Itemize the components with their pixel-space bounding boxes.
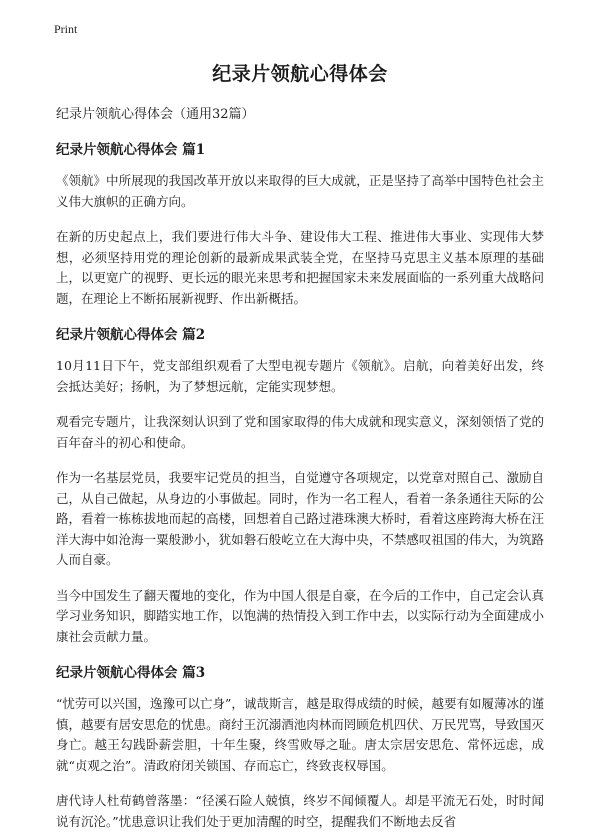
section-3 bbox=[56, 664, 544, 832]
paragraph: 10月11日下午，党支部组织观看了大型电视专题片《领航》。启航，向着美好出发，终会抵达美好；扬帆，为了梦想远航，定能实现梦想。 bbox=[56, 358, 544, 394]
print-link[interactable]: Print bbox=[54, 22, 78, 36]
paragraph: 《领航》中所展现的我国改革开放以来取得的巨大成就，正是坚持了高举中国特色社会主义伟大旗帜的正确方向。 bbox=[56, 173, 544, 209]
paragraph: 作为一名基层党员，我要牢记党员的担当，自觉遵守各项规定，以党章对照自己、激励自己，从自己做起，从身边的小事做起。同时，作为一名工程人，看着一条条通往天际的公路，看着一栋栋拔地而起的高楼，回想着自己路过港珠澳大桥时，看着这座跨海大桥在汪洋大海中如沧海一粟般渺小，犹如磐石般屹立在大海中央，不禁感叹祖国的伟大，为筑路人而自豪。 bbox=[56, 470, 544, 567]
paragraph: “忧劳可以兴国，逸豫可以亡身”，诚哉斯言，越是取得成绩的时候，越要有如履薄冰的谨慎，越要有居安思危的忧患。商纣王沉溺酒池肉林而罔顾危机四伏、万民咒骂，导致国灭身亡。越王勾践卧薪尝胆，十年生聚，终雪败辱之耻。唐太宗居安思危、常怀远虑，成就“贞观之治”。清政府闭关锁国、存而忘亡，终致丧权辱国。 bbox=[56, 696, 544, 773]
section-2 bbox=[56, 326, 544, 647]
section-heading: 纪录片领航心得体会 篇3 bbox=[56, 665, 206, 681]
document-subtitle: 纪录片领航心得体会（通用32篇） bbox=[56, 107, 255, 122]
paragraph: 当今中国发生了翻天覆地的变化，作为中国人很是自豪，在今后的工作中，自己定会认真学习业务知识，脚踏实地工作，以饱满的热情投入到工作中去，以实际行动为全面建成小康社会贡献力量。 bbox=[56, 587, 544, 644]
paragraph: 在新的历史起点上，我们要进行伟大斗争、建设伟大工程、推进伟大事业、实现伟大梦想，必须坚持用党的理论创新的最新成果武装全党，在坚持马克思主义基本原理的基础上，以更宽广的视野、更长远的眼光来思考和把握国家未来发展面临的一系列重大战略问题，在理论上不断拓展新视野、作出新概括。 bbox=[56, 229, 544, 306]
section-1 bbox=[56, 141, 544, 309]
section-heading: 纪录片领航心得体会 篇2 bbox=[56, 327, 206, 343]
paragraph: 观看完专题片，让我深刻认识到了党和国家取得的伟大成就和现实意义，深刻领悟了党的百年奋斗的初心和使命。 bbox=[56, 414, 544, 450]
section-heading: 纪录片领航心得体会 篇1 bbox=[56, 142, 206, 158]
page-title: 纪录片领航心得体会 bbox=[212, 63, 388, 85]
paragraph: 唐代诗人杜荀鹤曾落墨：“径溪石险人兢慎，终岁不闻倾覆人。却是平流无石处，时时闻说有沉沦。”忧患意识让我们处于更加清醒的时空，提醒我们不断地去反省 bbox=[56, 793, 544, 829]
